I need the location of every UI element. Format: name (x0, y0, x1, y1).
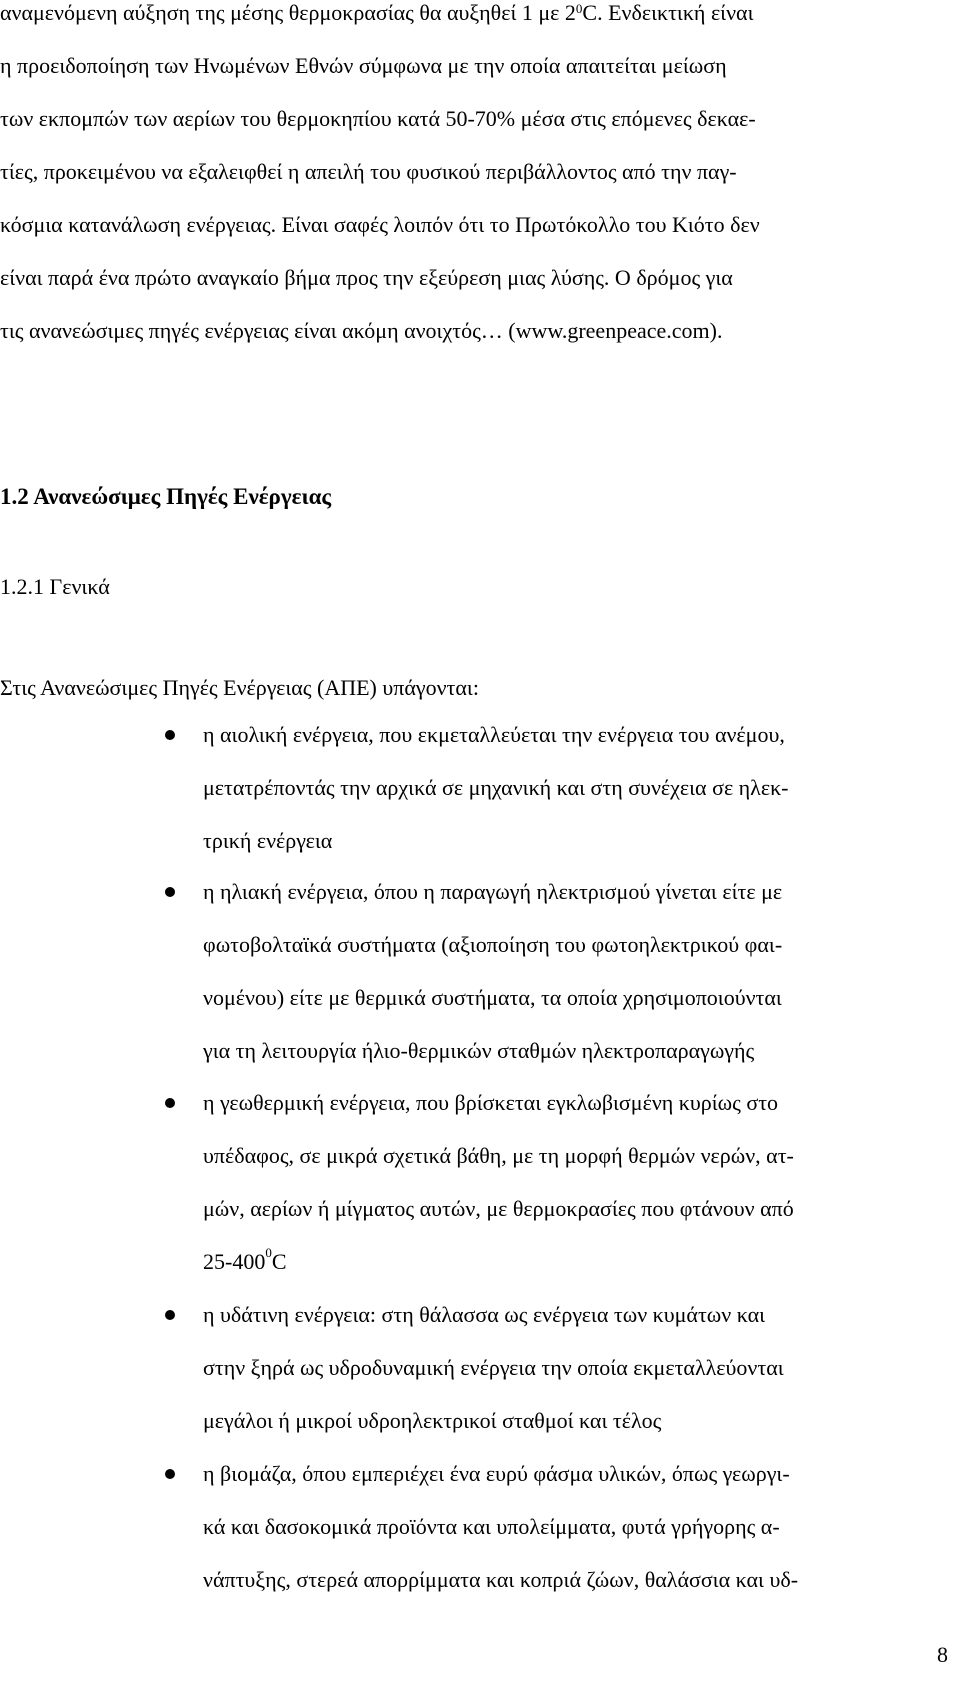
degree-superscript: 0 (265, 1245, 272, 1260)
list-item-1-line-2: μετατρέποντάς την αρχικά σε μηχανική και στη συνέχεια σε ηλεκ- (203, 775, 789, 800)
intro-line-1 (0, 0, 925, 26)
intro-line-5: κόσμια κατανάλωση ενέργειας. Είναι σαφές λοιπόν ότι το Πρωτόκολλο του Κιότο δεν (0, 212, 760, 237)
intro-line-3: των εκπομπών των αερίων του θερμοκηπίου κατά 50-70% μέσα στις επόμενες δεκαε- (0, 106, 756, 131)
bullet-icon (165, 1310, 175, 1320)
list-item-3-line-4-tail: C (271, 1249, 287, 1274)
section-heading: 1.2 Ανανεώσιμες Πηγές Ενέργειας (0, 484, 332, 509)
intro-line-2: η προειδοποίηση των Ηνωμένων Εθνών σύμφωνα με την οποία απαιτείται μείωση (0, 53, 727, 78)
list-item-4-line-1: η υδάτινη ενέργεια: στη θάλασσα ως ενέργεια των κυμάτων και (203, 1302, 766, 1327)
bullet-icon (165, 730, 175, 740)
list-item-5-line-1: η βιομάζα, όπου εμπεριέχει ένα ευρύ φάσμα υλικών, όπως γεωργι- (203, 1461, 790, 1486)
list-item-3-line-4-text: 25-400 (203, 1249, 266, 1274)
subsection-heading: 1.2.1 Γενικά (0, 574, 110, 599)
intro-line-1-text: αναμενόμενη αύξηση της μέσης θερμοκρασίας θα αυξηθεί 1 με 2 (0, 0, 576, 25)
intro-line-1-tail: C. Ενδεικτική είναι (582, 0, 754, 25)
intro-line-7: τις ανανεώσιμες πηγές ενέργειας είναι ακόμη ανοιχτός… (www.greenpeace.com). (0, 318, 723, 343)
intro-line-4: τίες, προκειμένου να εξαλειφθεί η απειλή του φυσικού περιβάλλοντος από την παγ- (0, 159, 737, 184)
page-number: 8 (937, 1642, 948, 1667)
list-item-4-line-3: μεγάλοι ή μικροί υδροηλεκτρικοί σταθμοί και τέλος (203, 1408, 662, 1433)
list-item-1-line-1: η αιολική ενέργεια, που εκμεταλλεύεται την ενέργεια του ανέμου, (203, 722, 785, 747)
list-item-2-line-2: φωτοβολταϊκά συστήματα (αξιοποίηση του φωτοηλεκτρικού φαι- (203, 932, 783, 957)
bullet-icon (165, 1469, 175, 1479)
list-item-2-line-4: για τη λειτουργία ήλιο-θερμικών σταθμών ηλεκτροπαραγωγής (203, 1038, 755, 1063)
list-item-3-line-4 (203, 1245, 287, 1275)
list-intro-text: Στις Ανανεώσιμες Πηγές Ενέργειας (ΑΠΕ) υπάγονται: (0, 675, 479, 700)
list-item-3-line-1: η γεωθερμική ενέργεια, που βρίσκεται εγκλωβισμένη κυρίως στο (203, 1090, 779, 1115)
list-item-1-line-3: τρική ενέργεια (203, 828, 333, 853)
list-item-5-line-3: νάπτυξης, στερεά απορρίμματα και κοπριά ζώων, θαλάσσια και υδ- (203, 1567, 799, 1592)
list-item-2-line-3: νομένου) είτε με θερμικά συστήματα, τα οποία χρησιμοποιούνται (203, 985, 782, 1010)
bullet-icon (165, 887, 175, 897)
degree-superscript: 0 (575, 1, 583, 16)
bullet-icon (165, 1098, 175, 1108)
intro-line-6: είναι παρά ένα πρώτο αναγκαίο βήμα προς την εξεύρεση μιας λύσης. Ο δρόμος για (0, 265, 733, 290)
list-item-5-line-2: κά και δασοκομικά προϊόντα και υπολείμματα, φυτά γρήγορης α- (203, 1514, 780, 1539)
list-item-3-line-2: υπέδαφος, σε μικρά σχετικά βάθη, με τη μορφή θερμών νερών, ατ- (203, 1143, 794, 1168)
list-item-2-line-1: η ηλιακή ενέργεια, όπου η παραγωγή ηλεκτρισμού γίνεται είτε με (203, 879, 783, 904)
list-item-4-line-2: στην ξηρά ως υδροδυναμική ενέργεια την οποία εκμεταλλεύονται (203, 1355, 784, 1380)
list-item-3-line-3: μών, αερίων ή μίγματος αυτών, με θερμοκρασίες που φτάνουν από (203, 1196, 794, 1221)
